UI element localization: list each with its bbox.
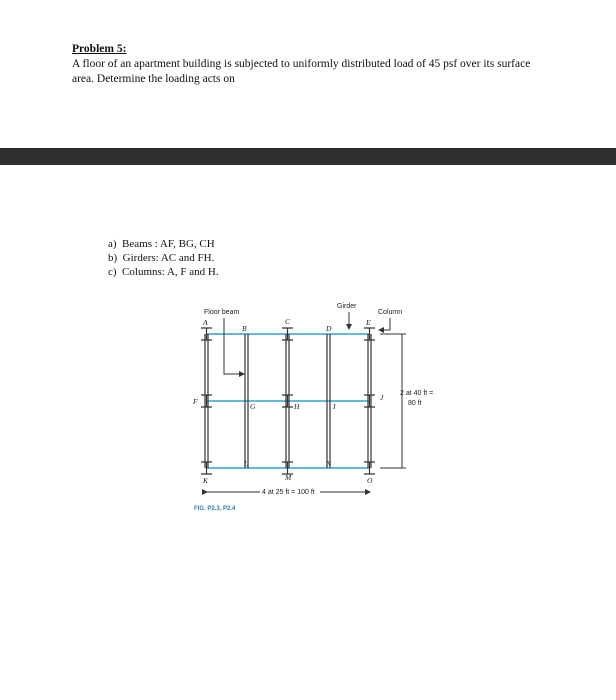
floor-framing-figure (180, 296, 470, 521)
point-C: C (285, 317, 291, 326)
divider-bar (0, 148, 616, 165)
point-G: G (250, 402, 256, 411)
height-dim-label-1: 2 at 40 ft = (400, 390, 434, 397)
floor-beam-leader (224, 318, 244, 374)
height-dimension (380, 334, 406, 468)
point-I: I (333, 402, 336, 411)
point-F: F (193, 397, 198, 406)
point-E: E (366, 318, 371, 327)
problem-title: Problem 5: (72, 43, 127, 55)
height-dim-label-2: 80 ft (408, 400, 422, 407)
question-parts (108, 237, 219, 279)
point-K: K (203, 476, 209, 485)
floor-beam-label: Floor beam (204, 309, 240, 316)
column-leader (379, 318, 390, 330)
point-O: O (367, 476, 373, 485)
problem-text: A floor of an apartment building is subjected to uniformly distributed load of 45 psf over its surface area. Determine the loading acts on (72, 58, 531, 85)
point-M: M (285, 473, 292, 482)
point-A: A (203, 318, 208, 327)
point-H: H (294, 402, 300, 411)
point-B: B (242, 324, 247, 333)
point-J: J (380, 393, 384, 402)
width-dim-label: 4 at 25 ft = 100 ft (262, 489, 315, 496)
girder-label: Girder (337, 303, 357, 310)
figure-caption: FIG. P2.3, P2.4 (194, 506, 236, 512)
point-N: N (326, 459, 332, 468)
part-c: c) Columns: A, F and H. (108, 266, 219, 278)
problem-statement (72, 42, 552, 87)
column-label: Column (378, 309, 403, 316)
part-b: b) Girders: AC and FH. (108, 252, 215, 264)
point-D: D (326, 324, 332, 333)
point-L: L (244, 459, 249, 468)
part-a: a) Beams : AF, BG, CH (108, 238, 215, 250)
